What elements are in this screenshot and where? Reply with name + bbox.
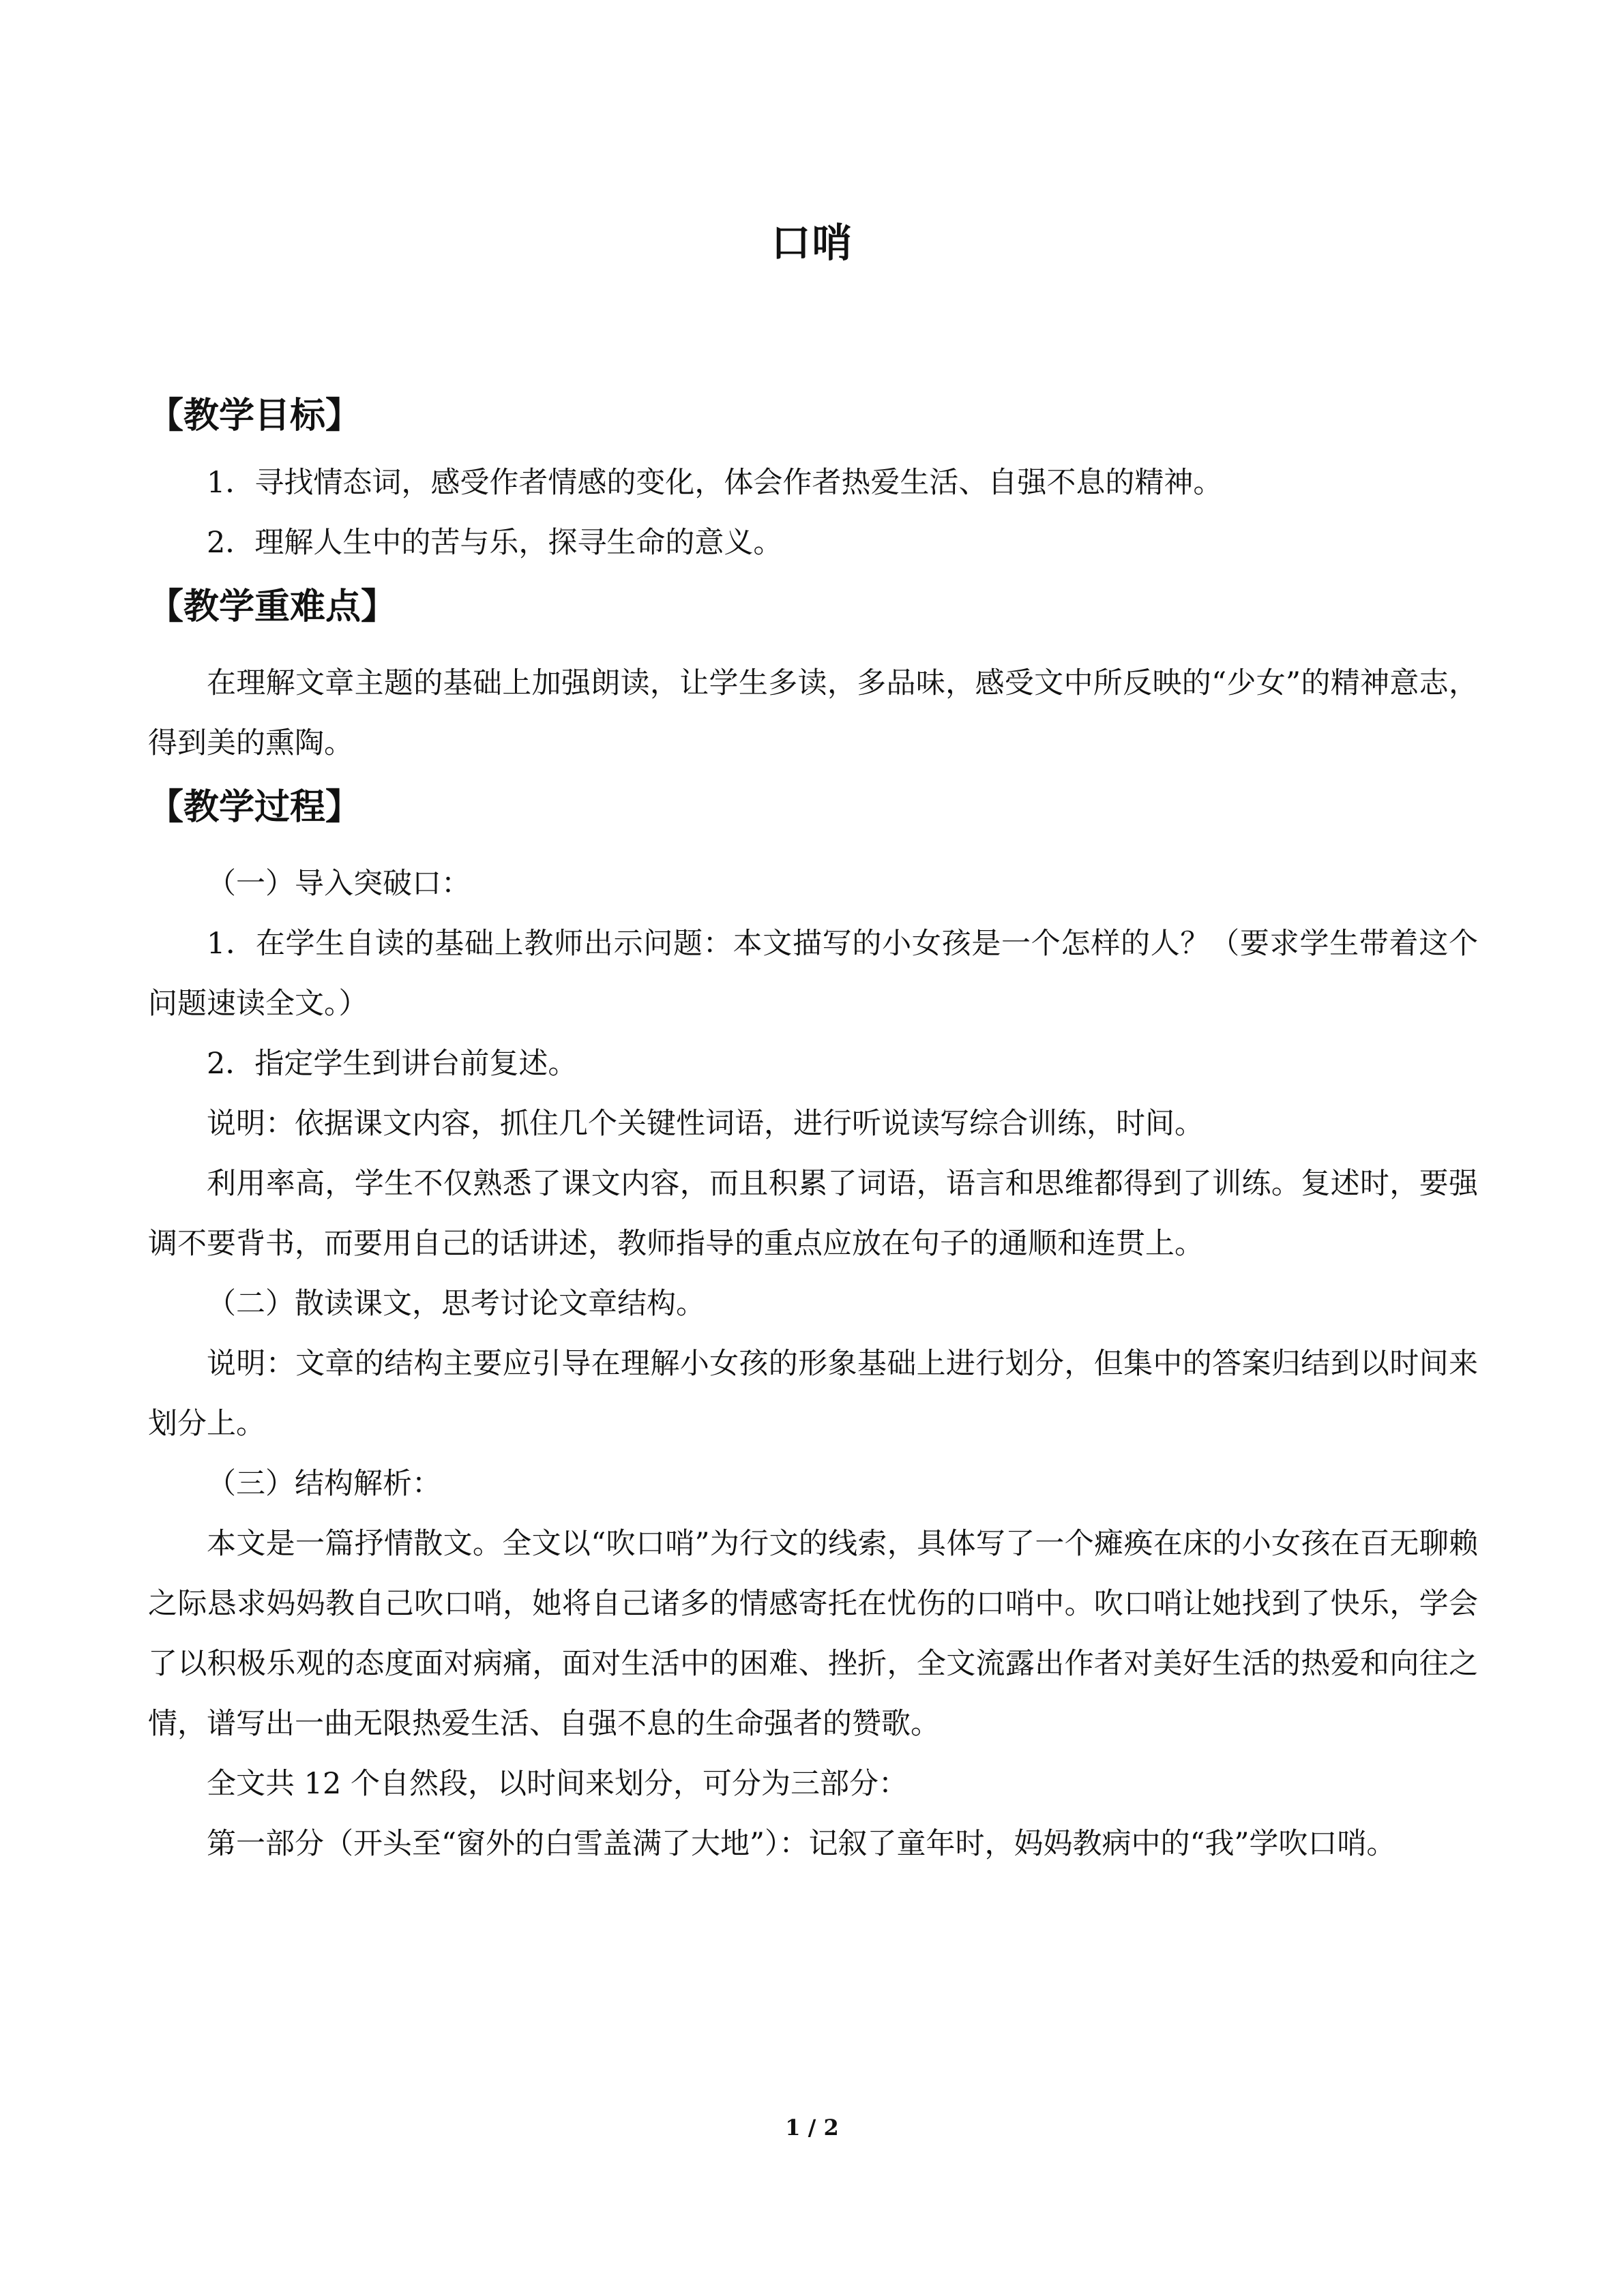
page-number: 1 / 2 — [785, 2115, 839, 2141]
paragraph: 1．寻找情态词，感受作者情感的变化，体会作者热爱生活、自强不息的精神。 — [207, 466, 1223, 500]
paragraph: （三）结构解析： — [207, 1467, 441, 1501]
section-heading-teaching-process: 【教学过程】 — [148, 787, 361, 828]
paragraph: 利用率高，学生不仅熟悉了课文内容，而且积累了词语，语言和思维都得到了训练。复述时，要强调不要背书，而要用自己的话讲述，教师指导的重点应放在句子的通顺和连贯上。 — [148, 1167, 1478, 1261]
paragraph: 本文是一篇抒情散文。全文以“吹口哨”为行文的线索，具体写了一个瘫痪在床的小女孩在百无聊赖之际恳求妈妈教自己吹口哨，她将自己诸多的情感寄托在忧伤的口哨中。吹口哨让她找到了快乐，学会了以积极乐观的态度面对病痛，面对生活中的困难、挫折，全文流露出作者对美好生活的热爱和向往之情，谱写出一曲无限热爱生活、自强不息的生命强者的赞歌。 — [148, 1527, 1478, 1741]
paragraph: （一）导入突破口： — [207, 867, 471, 901]
document-body — [148, 382, 1478, 1874]
section-heading-key-points: 【教学重难点】 — [148, 586, 397, 627]
paragraph: 第一部分（开头至“窗外的白雪盖满了大地”）：记叙了童年时，妈妈教病中的“我”学吹口哨。 — [207, 1827, 1396, 1861]
paragraph: 说明：依据课文内容，抓住几个关键性词语，进行听说读写综合训练，时间。 — [207, 1107, 1204, 1141]
paragraph: 全文共 12 个自然段，以时间来划分，可分为三部分： — [207, 1767, 909, 1801]
paragraph: 1．在学生自读的基础上教师出示问题：本文描写的小女孩是一个怎样的人？（要求学生带着这个问题速读全文。） — [148, 927, 1478, 1021]
paragraph: 说明：文章的结构主要应引导在理解小女孩的形象基础上进行划分，但集中的答案归结到以时间来划分上。 — [148, 1347, 1478, 1441]
paragraph: （二）散读课文，思考讨论文章结构。 — [207, 1287, 705, 1321]
paragraph: 2．理解人生中的苦与乐，探寻生命的意义。 — [207, 526, 783, 560]
document-title: 口哨 — [771, 220, 853, 266]
paragraph: 在理解文章主题的基础上加强朗读，让学生多读，多品味，感受文中所反映的“少女”的精神意志，得到美的熏陶。 — [148, 666, 1478, 760]
paragraph: 2．指定学生到讲台前复述。 — [207, 1047, 578, 1081]
section-heading-teaching-goals: 【教学目标】 — [148, 396, 361, 436]
